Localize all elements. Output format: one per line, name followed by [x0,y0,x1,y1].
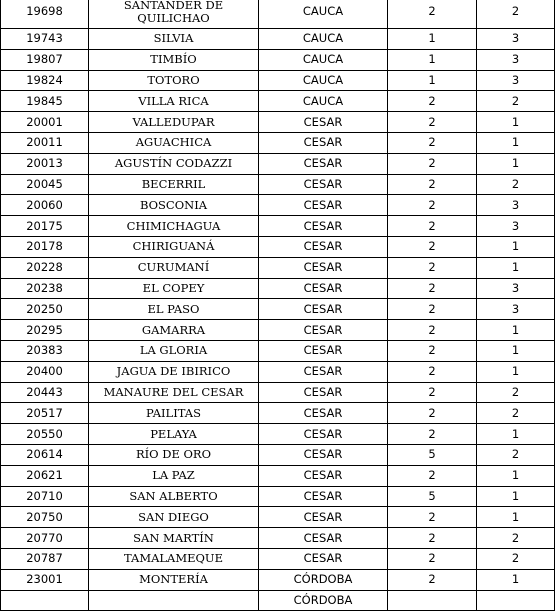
value-b-cell: 1 [477,257,555,278]
department-cell: CAUCA [259,29,388,50]
value-a-cell [388,590,477,611]
department-cell: CESAR [259,257,388,278]
code-cell [1,590,89,611]
value-b-cell: 2 [477,548,555,569]
table-row [1,236,555,257]
municipality-cell: JAGUA DE IBIRICO [89,361,259,382]
municipality-cell: AGUACHICA [89,132,259,153]
code-cell: 20787 [1,548,89,569]
department-cell: CESAR [259,340,388,361]
value-b-cell: 1 [477,361,555,382]
municipality-cell: SILVIA [89,29,259,50]
value-a-cell: 2 [388,278,477,299]
table-row [1,112,555,133]
municipality-cell: SAN DIEGO [89,507,259,528]
value-b-cell: 2 [477,0,555,29]
value-b-cell: 3 [477,195,555,216]
code-cell: 19743 [1,29,89,50]
value-b-cell: 1 [477,465,555,486]
municipality-cell: EL PASO [89,299,259,320]
department-cell: CESAR [259,216,388,237]
municipality-cell: RÍO DE ORO [89,444,259,465]
table-row [1,216,555,237]
table-row [1,569,555,590]
code-cell: 20295 [1,320,89,341]
code-cell: 19698 [1,0,89,29]
department-cell: CESAR [259,299,388,320]
value-a-cell: 1 [388,29,477,50]
department-cell: CESAR [259,403,388,424]
department-cell: CAUCA [259,49,388,70]
value-a-cell: 2 [388,195,477,216]
department-cell: CÓRDOBA [259,569,388,590]
value-b-cell: 1 [477,236,555,257]
table-row [1,340,555,361]
municipality-cell: VALLEDUPAR [89,112,259,133]
code-cell: 20045 [1,174,89,195]
municipality-cell: SAN MARTÍN [89,528,259,549]
department-cell: CESAR [259,236,388,257]
value-a-cell: 2 [388,507,477,528]
value-b-cell: 1 [477,507,555,528]
code-cell: 20228 [1,257,89,278]
value-b-cell: 3 [477,299,555,320]
value-a-cell: 2 [388,132,477,153]
table-row [1,299,555,320]
department-cell: CESAR [259,424,388,445]
value-a-cell: 2 [388,299,477,320]
value-b-cell: 3 [477,49,555,70]
table-row [1,590,555,611]
value-b-cell: 2 [477,403,555,424]
department-cell: CAUCA [259,0,388,29]
municipality-cell: GAMARRA [89,320,259,341]
value-a-cell: 2 [388,91,477,112]
value-a-cell: 2 [388,424,477,445]
code-cell: 20178 [1,236,89,257]
value-a-cell: 2 [388,382,477,403]
code-cell: 19807 [1,49,89,70]
code-cell: 19845 [1,91,89,112]
value-b-cell: 1 [477,153,555,174]
code-cell: 23001 [1,569,89,590]
code-cell: 20710 [1,486,89,507]
table-row [1,382,555,403]
municipality-cell: BOSCONIA [89,195,259,216]
municipality-cell: LA GLORIA [89,340,259,361]
value-a-cell: 2 [388,361,477,382]
municipality-cell: VILLA RICA [89,91,259,112]
code-cell: 20770 [1,528,89,549]
value-a-cell: 2 [388,340,477,361]
municipality-cell: SAN ALBERTO [89,486,259,507]
table-row [1,153,555,174]
value-a-cell: 2 [388,257,477,278]
value-b-cell: 1 [477,112,555,133]
value-b-cell: 2 [477,444,555,465]
value-b-cell: 2 [477,174,555,195]
value-a-cell: 2 [388,216,477,237]
department-cell: CESAR [259,278,388,299]
department-cell: CAUCA [259,70,388,91]
municipality-cell: AGUSTÍN CODAZZI [89,153,259,174]
department-cell: CAUCA [259,91,388,112]
code-cell: 20517 [1,403,89,424]
value-a-cell: 2 [388,0,477,29]
value-b-cell: 1 [477,340,555,361]
value-a-cell: 2 [388,528,477,549]
value-a-cell: 2 [388,548,477,569]
value-a-cell: 1 [388,49,477,70]
code-cell: 20621 [1,465,89,486]
department-cell: CESAR [259,195,388,216]
municipality-cell: PELAYA [89,424,259,445]
table-row [1,507,555,528]
value-a-cell: 5 [388,486,477,507]
municipality-cell: TOTORO [89,70,259,91]
value-b-cell: 1 [477,424,555,445]
department-cell: CESAR [259,507,388,528]
department-cell: CESAR [259,548,388,569]
municipality-cell: CHIMICHAGUA [89,216,259,237]
municipality-cell: EL COPEY [89,278,259,299]
table-row [1,361,555,382]
code-cell: 20175 [1,216,89,237]
department-cell: CESAR [259,361,388,382]
table-row [1,444,555,465]
value-b-cell: 3 [477,29,555,50]
table-row [1,91,555,112]
table-row [1,486,555,507]
municipality-cell: BECERRIL [89,174,259,195]
value-b-cell: 2 [477,528,555,549]
code-cell: 19824 [1,70,89,91]
value-a-cell: 2 [388,403,477,424]
municipality-cell [89,590,259,611]
department-cell: CESAR [259,382,388,403]
department-cell: CESAR [259,174,388,195]
code-cell: 20013 [1,153,89,174]
value-b-cell: 3 [477,70,555,91]
table-row [1,70,555,91]
municipality-cell: LA PAZ [89,465,259,486]
code-cell: 20250 [1,299,89,320]
department-cell: CESAR [259,465,388,486]
code-cell: 20060 [1,195,89,216]
value-a-cell: 2 [388,153,477,174]
table-row [1,528,555,549]
value-b-cell [477,590,555,611]
code-cell: 20400 [1,361,89,382]
table-row [1,174,555,195]
table-row [1,548,555,569]
value-b-cell: 1 [477,320,555,341]
department-cell: CÓRDOBA [259,590,388,611]
municipality-cell: PAILITAS [89,403,259,424]
value-b-cell: 2 [477,91,555,112]
value-b-cell: 1 [477,569,555,590]
table-row [1,29,555,50]
table-row [1,0,555,29]
code-cell: 20011 [1,132,89,153]
municipality-cell: MANAURE DEL CESAR [89,382,259,403]
table-body [1,0,555,611]
municipality-cell: CURUMANÍ [89,257,259,278]
value-b-cell: 1 [477,132,555,153]
value-b-cell: 1 [477,486,555,507]
department-cell: CESAR [259,112,388,133]
value-a-cell: 1 [388,70,477,91]
value-a-cell: 2 [388,174,477,195]
municipality-cell: MONTERÍA [89,569,259,590]
department-cell: CESAR [259,320,388,341]
code-cell: 20443 [1,382,89,403]
department-cell: CESAR [259,528,388,549]
table-row [1,403,555,424]
value-a-cell: 2 [388,320,477,341]
table-row [1,49,555,70]
department-cell: CESAR [259,444,388,465]
department-cell: CESAR [259,132,388,153]
table-row [1,257,555,278]
value-a-cell: 2 [388,465,477,486]
municipality-cell: TAMALAMEQUE [89,548,259,569]
value-b-cell: 3 [477,278,555,299]
table-row [1,132,555,153]
department-cell: CESAR [259,486,388,507]
code-cell: 20238 [1,278,89,299]
municipality-cell: TIMBÍO [89,49,259,70]
value-b-cell: 2 [477,382,555,403]
value-a-cell: 2 [388,569,477,590]
table-row [1,195,555,216]
table-row [1,465,555,486]
department-cell: CESAR [259,153,388,174]
value-a-cell: 5 [388,444,477,465]
table-row [1,320,555,341]
value-b-cell: 3 [477,216,555,237]
table-row [1,424,555,445]
table-row [1,278,555,299]
value-a-cell: 2 [388,112,477,133]
code-cell: 20001 [1,112,89,133]
code-cell: 20550 [1,424,89,445]
code-cell: 20614 [1,444,89,465]
value-a-cell: 2 [388,236,477,257]
municipality-cell: CHIRIGUANÁ [89,236,259,257]
code-cell: 20750 [1,507,89,528]
municipality-cell: SANTANDER DE QUILICHAO [89,0,259,29]
code-cell: 20383 [1,340,89,361]
